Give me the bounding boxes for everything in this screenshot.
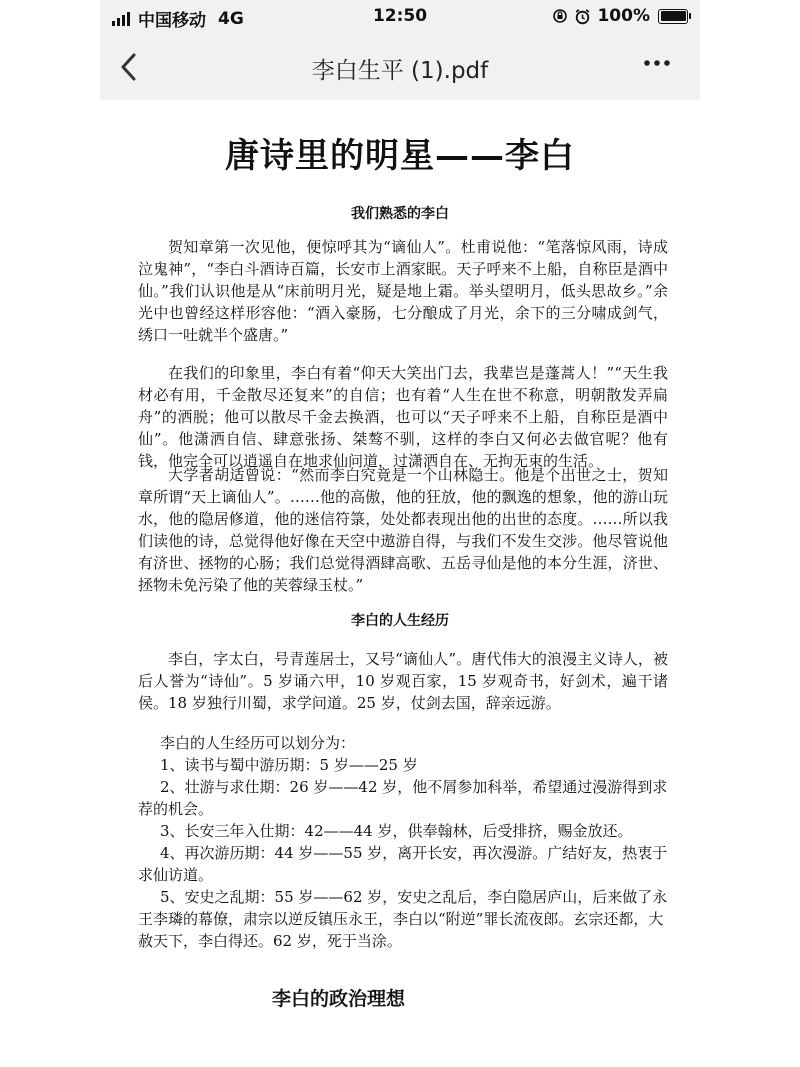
- doc-title: 唐诗里的明星——李白: [225, 136, 575, 176]
- list-item: 1、读书与蜀中游历期：5 岁——25 岁: [160, 756, 418, 774]
- network-type: 4G: [218, 8, 244, 29]
- more-icon: [642, 48, 672, 78]
- list-item: 4、再次游历期：44 岁——55 岁，离开长安，再次漫游。广结好友，热衷于求仙访道。: [138, 844, 668, 884]
- status-bar: [100, 0, 700, 32]
- list-intro: 李白的人生经历可以划分为：: [160, 734, 356, 752]
- more-button[interactable]: [642, 48, 672, 85]
- paragraph: 大学者胡适曾说：“然而李白究竟是一个山林隐士。他是个出世之士，贺知章所谓“天上谪仙人”。……他的高傲，他的狂放，他的飘逸的想象，他的游山玩水，他的隐居修道，他的迷信符箓，处处都表现出他的出世的态度。……所以我们读他的诗，总觉得他好像在天空中遨游自得，与我们不发生交涉。他尽管说他有济世、拯物的心肠；我们总觉得酒肆高歌、五岳寻仙是他的本分生涯，济世、拯物未免污染了他的芙蓉绿玉杖。”: [138, 466, 668, 594]
- carrier-name: 中国移动: [138, 11, 206, 31]
- section-heading-familiar: 我们熟悉的李白: [351, 206, 449, 222]
- orientation-lock-icon: [552, 8, 568, 24]
- paragraph: 李白，字太白，号青莲居士，又号“谪仙人”。唐代伟大的浪漫主义诗人，被后人誉为“诗仙”。5 岁诵六甲，10 岁观百家，15 岁观奇书，好剑术，遍干诸侯。18 岁独行川蜀，求学问道。25 岁，仗剑去国，辞亲远游。: [138, 650, 668, 712]
- clock: 12:50: [372, 6, 428, 26]
- life-stages-list: [138, 732, 668, 952]
- nav-bar: [100, 38, 700, 96]
- section-heading-politics: 李白的政治理想: [272, 988, 406, 1010]
- phone-screen: [100, 0, 700, 1067]
- battery-icon: [658, 9, 688, 24]
- section-heading-life: 李白的人生经历: [351, 613, 449, 629]
- app-chrome: [100, 0, 700, 100]
- list-item: 5、安史之乱期：55 岁——62 岁，安史之乱后，李白隐居庐山，后来做了永王李璘的幕僚，肃宗以逆反镇压永王，李白以“附逆”罪长流夜郎。玄宗还都，大赦天下，李白得还。62 岁，死于当涂。: [138, 888, 668, 950]
- battery-percent: 100%: [597, 6, 650, 26]
- list-item: 3、长安三年入仕期：42——44 岁，供奉翰林，后受排挤，赐金放还。: [160, 822, 633, 840]
- file-title: 李白生平 (1).pdf: [311, 58, 489, 84]
- paragraph: 在我们的印象里，李白有着“仰天大笑出门去，我辈岂是蓬蒿人！”“天生我材必有用，千金散尽还复来”的自信；也有着“人生在世不称意，明朝散发弄扁舟”的洒脱；他可以散尽千金去换酒，也可以“天子呼来不上船，自称臣是酒中仙”。他潇洒自信、肆意张扬、桀骜不驯，这样的李白又何必去做官呢？他有钱，他完全可以逍遥自在地求仙问道，过潇洒自在、无拘无束的生活。: [138, 364, 668, 470]
- paragraph: 贺知章第一次见他，便惊呼其为“谪仙人”。杜甫说他：“笔落惊风雨，诗成泣鬼神”，“李白斗酒诗百篇，长安市上酒家眠。天子呼来不上船，自称臣是酒中仙。”我们认识他是从“床前明月光，疑是地上霜。举头望明月，低头思故乡。”余光中也曾经这样形容他：“酒入豪肠，七分酿成了月光，余下的三分啸成剑气，绣口一吐就半个盛唐。”: [138, 238, 668, 344]
- alarm-icon: [574, 8, 591, 25]
- list-item: 2、壮游与求仕期：26 岁——42 岁，他不屑参加科举，希望通过漫游得到求荐的机会。: [138, 778, 668, 818]
